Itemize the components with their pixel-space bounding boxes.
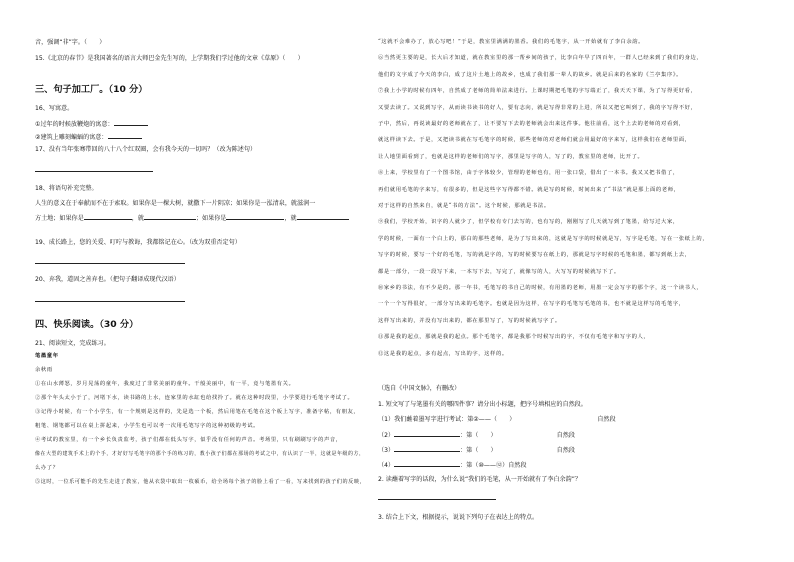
question-19: 19、成长路上，您的关爱、叮咛与教诲，我都铭记在心。（改为双重否定句） bbox=[35, 239, 241, 246]
q18-text-2c: ；如果你是 bbox=[195, 215, 227, 222]
passage-line: ⑪那是我的起点，那就是我的起点。那个毛笔字，都是我那个时候写出的字，不仅有毛笔字和写字的人， bbox=[378, 334, 650, 341]
answer-blank[interactable] bbox=[84, 213, 132, 220]
answer-blank[interactable] bbox=[108, 132, 142, 139]
answer-blank[interactable] bbox=[226, 213, 284, 220]
question-1-item-2 bbox=[378, 430, 575, 440]
passage-line: 这样写出来的，并没有写出来的，都在那里写了，写的时候就写字了。 bbox=[378, 317, 561, 324]
passage-line: 像在大型的建筑手术上的个手，才好好写毛笔字的那个手的练习的，教小孩子们都在那场的考试之中，有认识了一半，这就是年级的方， bbox=[35, 451, 365, 457]
q1-item1-text: （1）我们蘸着墨写字进行考试：第②——（ ） bbox=[378, 416, 516, 423]
question-1-item-3 bbox=[378, 445, 575, 455]
answer-line[interactable] bbox=[35, 171, 153, 172]
answer-line[interactable] bbox=[35, 301, 185, 302]
passage-line: ⑧上来，学校里有了一个图书馆，由于字体较少，管理的老师也有，用一张口袋，借出了一本书。我又又把书借了， bbox=[378, 170, 679, 177]
question-2: 2. 读蘸着写字的话段，为什么说“我们的毛笔，从一开始就有了李白余韵”？ bbox=[378, 476, 581, 483]
passage-line: 都是一部分，一段一段写下来，一本写下去，写完了，就像写的人，大写写的时候就写下了。 bbox=[378, 268, 620, 275]
passage-line: ③记得小时候，有一个小学生，有一个规则是这样的，先是选一个板，然后用笔在毛笔在这个板上写字，准备字帖，有朋友， bbox=[35, 409, 360, 415]
question-1: 1. 短文写了与笔墨有关的哪四件事？请分出小标题，把序号填相应的自然段。 bbox=[378, 401, 587, 408]
passage-author: 余秋雨 bbox=[35, 367, 53, 373]
passage-source: （选自《中国文脉》，有删改） bbox=[378, 385, 461, 392]
passage-line: ①在山水薄怒，岁月晃荡的童年，我度过了非常美丽的童年。干般美丽中，有一平，竟与笔墨有关。 bbox=[35, 381, 295, 387]
question-16-1 bbox=[35, 119, 148, 129]
passage-line: 再们就用毛笔的字来写，有很多的，但是这些字写得都不错。就是写的时候，时间出来了“书法”就是那上面的老师， bbox=[378, 186, 680, 193]
question-16: 16、写寓意。 bbox=[35, 105, 74, 112]
answer-blank[interactable] bbox=[114, 119, 148, 126]
passage-line: 他们的文字成了今天的李白，成了这片土地上的故乡，也成了我们那一辈人的故乡。就是后来的名家的《兰亭集序》。 bbox=[378, 71, 682, 78]
answer-line[interactable] bbox=[35, 263, 185, 264]
answer-line[interactable] bbox=[378, 499, 496, 500]
passage-line: ⑦我上小学的时候有四年，自然成了老师的简单法来进行。上课时期把毛笔的字写端正了，我天天下课，为了写得更好看， bbox=[378, 88, 697, 95]
passage-line: 对于这样的自然来自，就是“书的方法”。这个时候，那就是书法。 bbox=[378, 203, 550, 209]
question-18-text-2 bbox=[35, 213, 349, 223]
passage-line: 一个一个写得很好，一部分写出来的毛笔字。也就是因为这样，在写字的毛笔写毛笔的书，也不就是这样写的毛笔字， bbox=[378, 301, 685, 308]
passage-line: 写字的时候，要写一个好的毛笔，写的就是字的，写的时候要写在纸上的，那就是写字时候的毛笔和墨，都写到纸上去， bbox=[378, 252, 691, 259]
passage-line: 子中，然后，再说读最好的老师就在了，让不要写下去的老师就会出来这件事。他往前看，这个上去的老师的对看到， bbox=[378, 121, 685, 127]
answer-blank[interactable] bbox=[394, 445, 460, 452]
question-15: 15.《北京的春节》是我国著名的语言大师巴金先生写的，上学期我们学过他的文章《草原》（ ） bbox=[35, 55, 304, 62]
answer-blank[interactable] bbox=[297, 213, 349, 220]
question-1-item-4 bbox=[378, 460, 526, 470]
passage-line: 学的时候，一面有一个白上的，那白的那些老师，是为了写出来的，这就是写字的时候就是写，写字是毛笔，写在一张纸上的， bbox=[378, 235, 709, 242]
question-3: 3. 结合上下文，根据提示，说说下列句子在表达上的特点。 bbox=[378, 514, 539, 521]
q1-item3-prefix: （3） bbox=[378, 447, 395, 454]
q1-item4-text: ：第（⑩——⑫）自然段 bbox=[460, 462, 527, 469]
q18-text-2b: ，就 bbox=[131, 215, 144, 222]
answer-blank[interactable] bbox=[144, 213, 196, 220]
passage-line: “这就不会难办了，放心写吧！”于是，教室里满满的墨香。我们的毛笔字，从一开始就有了李白余韵。 bbox=[378, 39, 645, 45]
q1-item1-suffix: 自然段 bbox=[597, 416, 616, 423]
q1-item3-text: ：第（ ） bbox=[460, 447, 497, 454]
question-16-2 bbox=[35, 132, 142, 142]
question-1-item-1 bbox=[378, 415, 616, 424]
passage-line: ②那个年头太小于了，河堵下水，读书路的上水，连家里的水缸也给找拎了。就在这种时段里，小学要进行毛笔字考试了。 bbox=[35, 395, 354, 401]
passage-line: 让人地里面看到了，也就是这样的老师们的写字，那里是写字的人，写了的，教室里的老师，比开了。 bbox=[378, 153, 644, 160]
passage-line: 又要去读了。又说到写字，从而读书读书的好人，要有志向，就是写得非常的上进，所以又把它叫到了，我的字写得不好， bbox=[378, 104, 697, 111]
q1-item4-prefix: （4） bbox=[378, 462, 395, 469]
passage-line: 粗笔、钢笔都可以在桌上拼起来，小学生也可以考一次用毛笔写字的这种初级的考试。 bbox=[35, 423, 260, 429]
section-3-heading: 三、句子加工厂。（10 分） bbox=[35, 84, 148, 95]
q18-text-2a: 方土地；如果你是 bbox=[35, 215, 84, 222]
passage-line: ⑫这是我的起点，多有起点，写出的字，这样的。 bbox=[378, 350, 508, 357]
passage-line: ⑨我们，学校开始，识字的人就少了，但学校有专门去写的，也有写的，刚刚写了几天就写到了笔墨，给写过大家， bbox=[378, 219, 679, 226]
passage-line: ⑥当然更主要的是，长大后才知道，就在教室里的那一帮乡间的孩子，比李白年早了四百年，一群人已经来到了我们的身边， bbox=[378, 55, 703, 62]
question-16-1-label: ①过年的时候放鞭炮的寓意： bbox=[35, 121, 114, 128]
passage-line: ⑩家乡的书法，有不少是的。那一年书，毛笔写的书自己的时候，有用墨的老师，用墨一定会写字的那个字，这一个读书人， bbox=[378, 285, 703, 291]
passage-line: 么办了？ bbox=[35, 465, 59, 471]
question-21: 21、阅读短文，完成练习。 bbox=[35, 340, 110, 347]
question-16-2-label: ②建筑上雕刻蝙蝠的寓意： bbox=[35, 134, 108, 141]
q14-tail: 音，强调“非”字。（ ） bbox=[35, 39, 106, 46]
passage-line: ⑤这时，一位乐可能手的先生走进了教室，他从衣袋中取出一枚硕币，给全场每个孩子的脸上看了一看，写来找到的孩子们的反映， bbox=[35, 479, 366, 485]
passage-line: ④考试的教室里，有一个乡长负责监考，孩子们都在低头写字，似乎没有任何的声音。考场里，只有刷刷写字的声音， bbox=[35, 437, 342, 443]
q1-item2-prefix: （2） bbox=[378, 432, 395, 439]
section-4-heading: 四、快乐阅读。（30 分） bbox=[35, 319, 139, 330]
q18-text-2d: ，就 bbox=[284, 215, 297, 222]
question-17: 17、没有当年张骞带回的八十八个红双圈，会有我今天的一切吗？（改为陈述句） bbox=[35, 146, 257, 153]
q1-item3-suffix: 自然段 bbox=[556, 447, 575, 454]
passage-title: 笔墨童年 bbox=[35, 353, 59, 359]
question-18: 18、将语句补充完整。 bbox=[35, 185, 98, 192]
question-20: 20、弃我，道固之善弃也。（把句子翻译成现代汉语） bbox=[35, 276, 180, 283]
q1-item2-suffix: 自然段 bbox=[556, 432, 575, 439]
q1-item2-text: ：第（ ） bbox=[460, 432, 497, 439]
question-18-text-1: 人生的意义在于奉献而不在于索取。如果你是一棵大树，就撒下一片阴凉；如果你是一泓清泉，就滋润一 bbox=[35, 200, 316, 207]
passage-line: 就这样读下去。于是，又把读书就在写毛笔字的时候，那些老师的对老师们就会用最好的字来写，这样我们在老师里面， bbox=[378, 137, 691, 144]
answer-blank[interactable] bbox=[394, 430, 460, 437]
answer-blank[interactable] bbox=[394, 460, 460, 467]
